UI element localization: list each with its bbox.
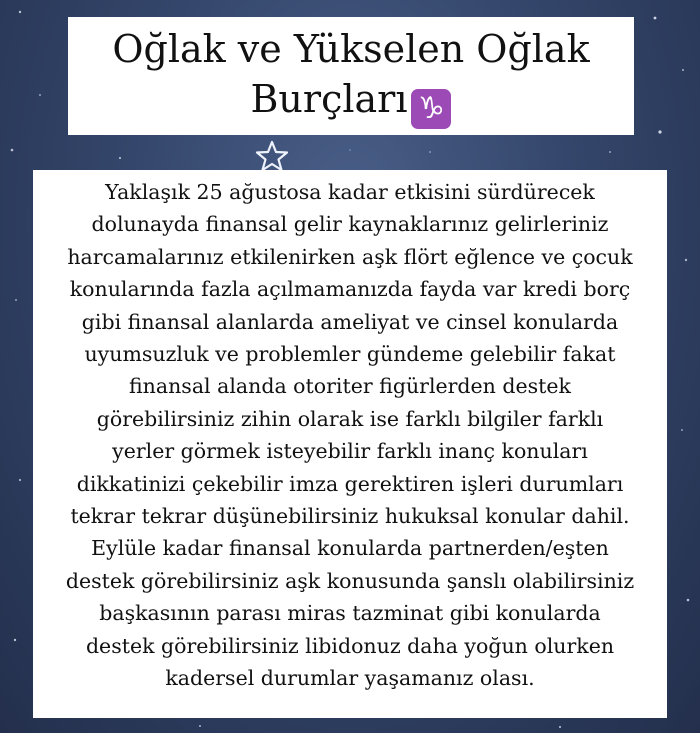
capricorn-emoji-icon: ♑ — [411, 89, 451, 129]
body-line: harcamalarınız etkilenirken aşk flört eğlence ve çocuk — [67, 244, 633, 269]
horoscope-text-card — [33, 170, 667, 718]
title-line-1: Oğlak ve Yükselen Oğlak — [112, 26, 590, 71]
star-outline-icon — [255, 140, 289, 172]
body-line: destek görebilirsiniz aşk konusunda şanslı olabilirsiniz — [65, 568, 635, 593]
body-line: Eylüle kadar finansal konularda partnerden/eşten — [91, 536, 609, 561]
body-line: başkasının parası miras tazminat gibi konularda — [99, 601, 601, 626]
body-line: konularında fazla açılmamanızda fayda var kredi borç — [69, 277, 631, 302]
title-line-2 — [251, 74, 452, 129]
body-line: destek görebilirsiniz libidonuz daha yoğun olurken — [85, 633, 615, 658]
body-line: Yaklaşık 25 ağustosa kadar etkisini sürdürecek — [105, 180, 595, 204]
body-line: dikkatinizi çekebilir imza gerektiren işleri durumları — [76, 471, 624, 496]
title-card — [68, 17, 634, 135]
body-line: kadersel durumlar yaşamanız olası. — [165, 666, 535, 691]
body-line: gibi finansal alanlarda ameliyat ve cinsel konularda — [81, 309, 619, 334]
title-line-2-text: Burçları — [250, 76, 408, 121]
body-line: dolunayda finansal gelir kaynaklarınız gelirleriniz — [91, 212, 609, 237]
body-line: görebilirsiniz zihin olarak ise farklı bilgiler farklı — [96, 406, 604, 431]
body-line: finansal alanda otoriter figürlerden destek — [129, 374, 571, 399]
body-line: uyumsuzluk ve problemler gündeme gelebilir fakat — [84, 342, 616, 367]
body-line: tekrar tekrar düşünebilirsiniz hukuksal konular dahil. — [70, 504, 630, 529]
body-line: yerler görmek isteyebilir farklı inanç konuları — [112, 439, 588, 464]
